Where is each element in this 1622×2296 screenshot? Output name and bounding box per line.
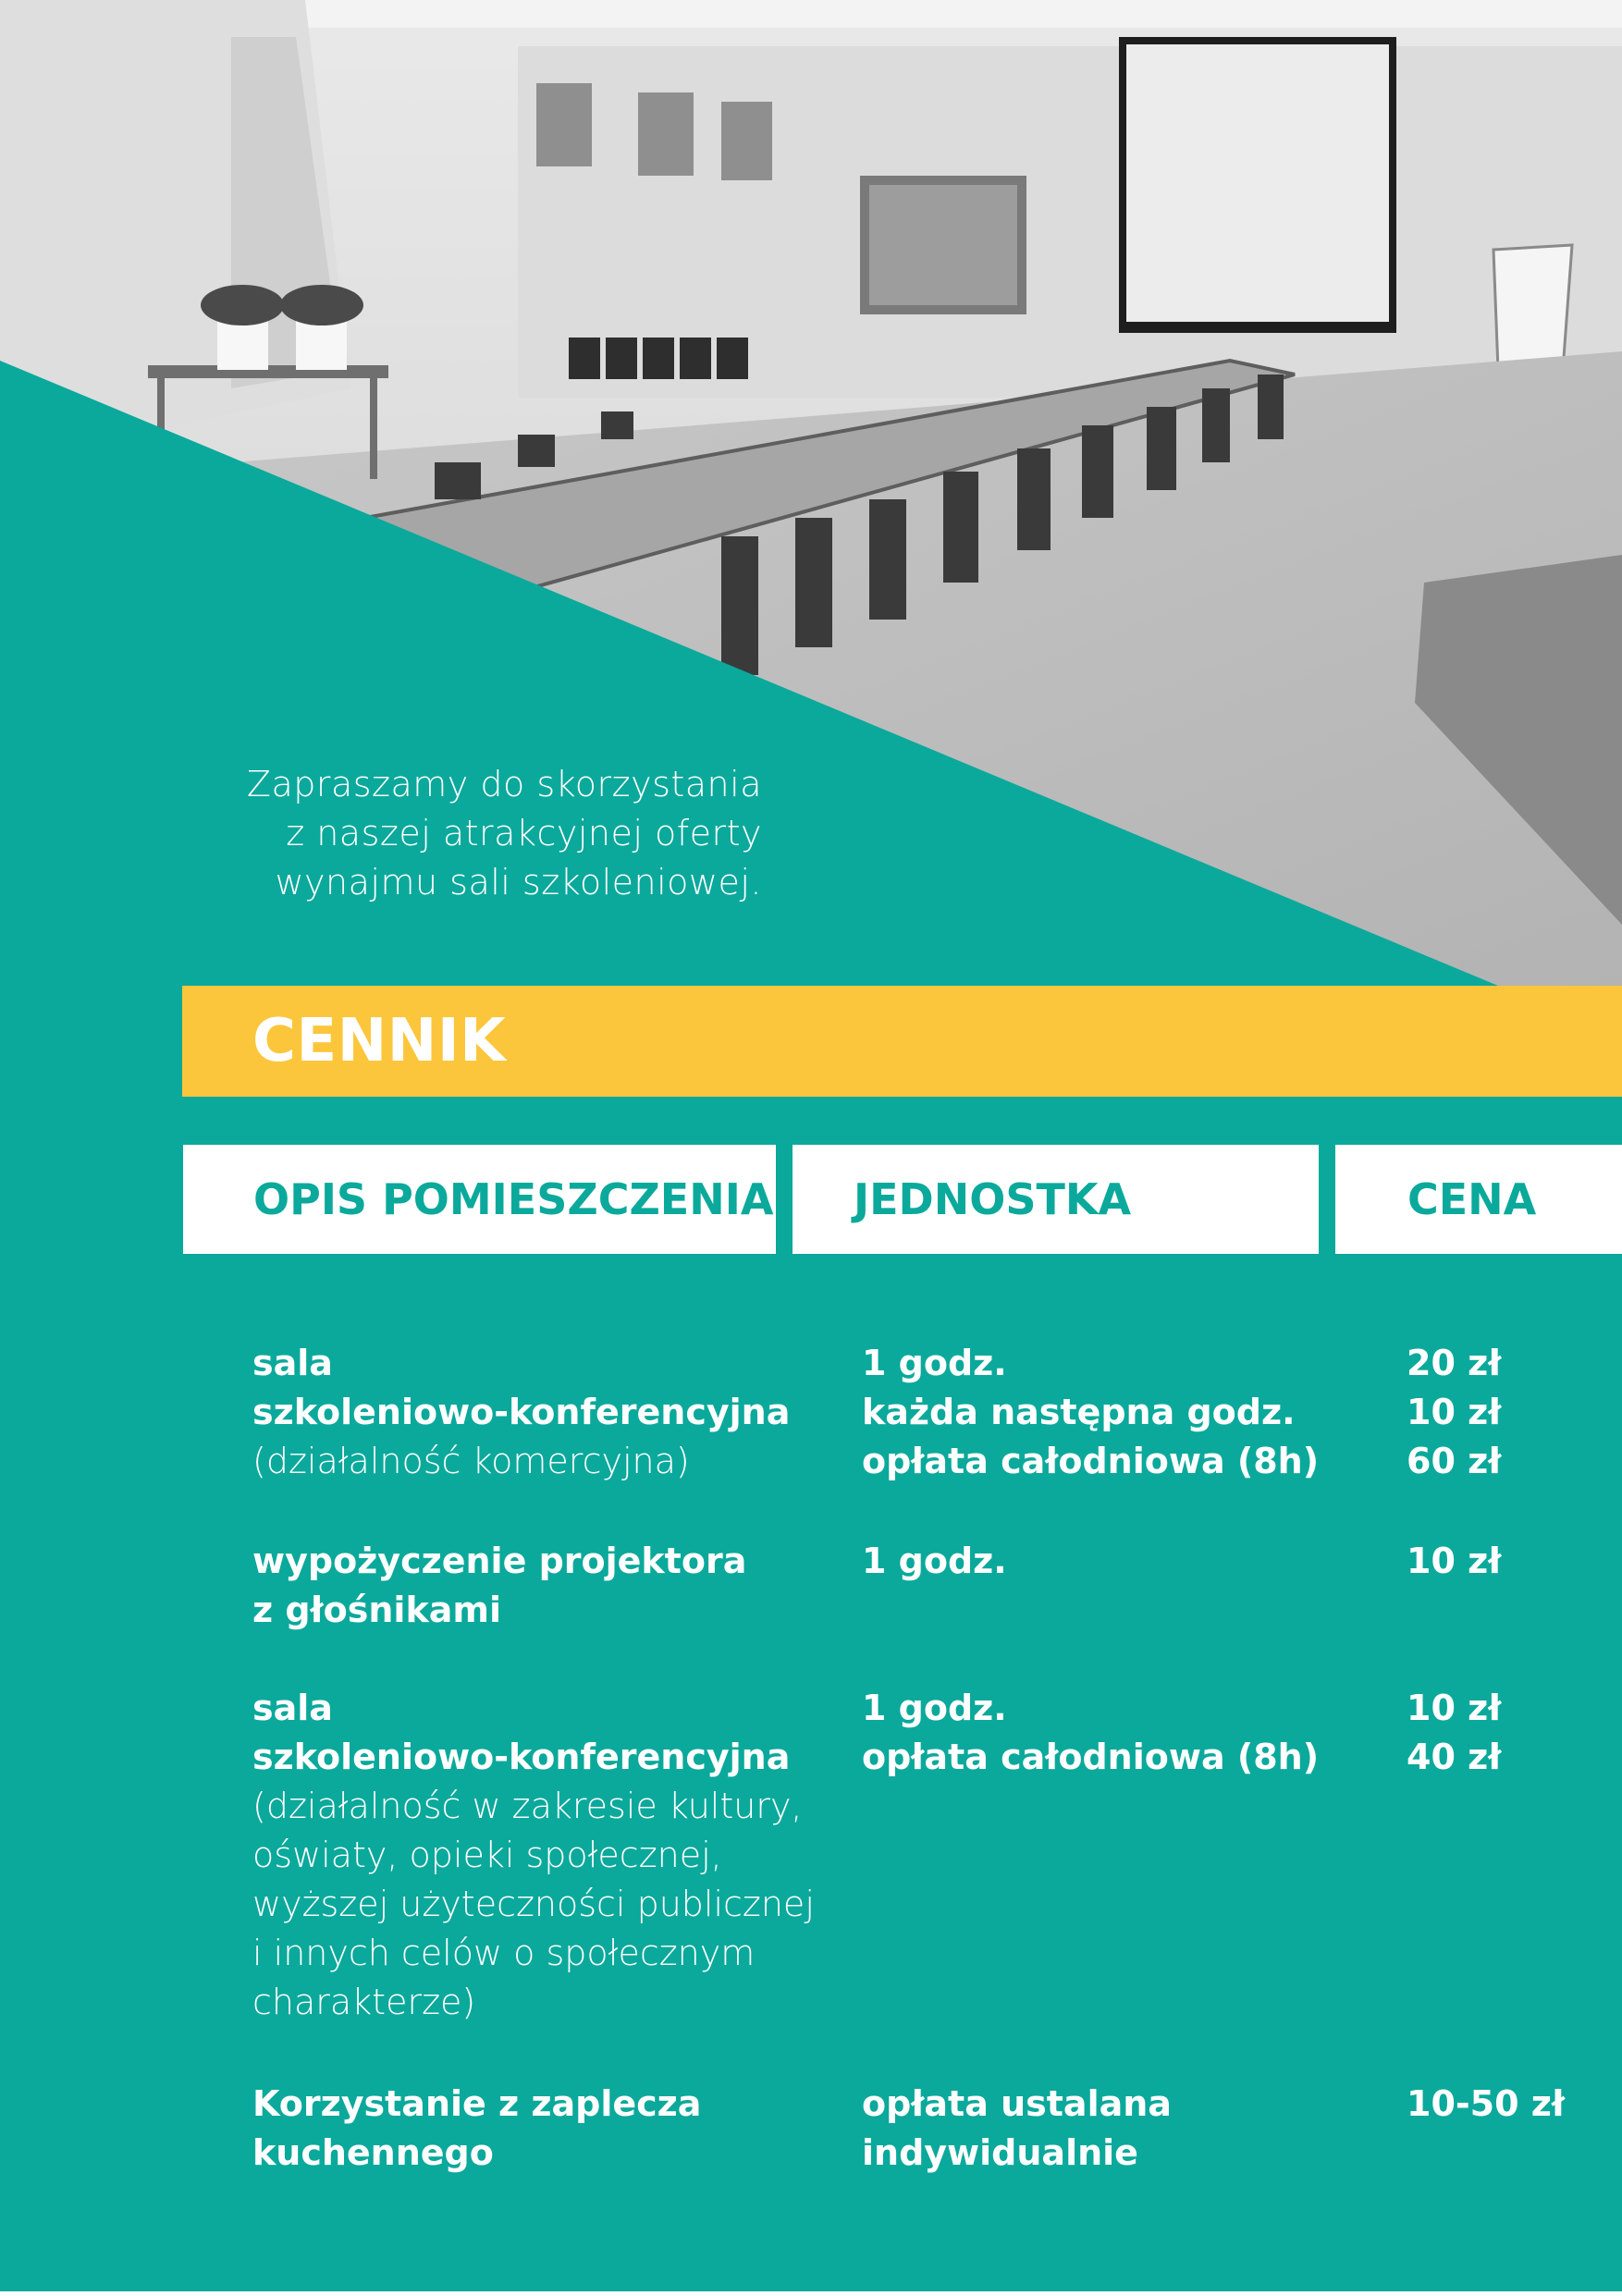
intro-text [189,760,762,907]
unit-line: indywidualnie [862,2132,1138,2173]
description-bold-line: wypożyczenie projektora [252,1541,747,1581]
intro-line: z naszej atrakcyjnej oferty [286,813,762,853]
description-bold-line: Korzystanie z zaplecza [252,2083,702,2124]
price-value: 10 zł [1407,1541,1502,1581]
price-list-title: CENNIK [252,1007,507,1075]
description-note-line: charakterze) [252,1982,476,2022]
description-bold-line: kuchennego [252,2132,494,2173]
description-note-line: wyższej użyteczności publicznej [252,1884,815,1924]
row-price [1407,1339,1622,1486]
price-value: 10-50 zł [1407,2083,1565,2124]
price-list-title-bar [182,986,1622,1097]
intro-line: wynajmu sali szkoleniowej. [275,862,762,902]
header-unit: JEDNOSTKA [793,1145,1319,1254]
row-unit [862,1537,1343,1586]
row-unit [862,2080,1343,2178]
price-value: 20 zł [1407,1343,1502,1383]
description-note-line: (działalność w zakresie kultury, [252,1786,803,1826]
row-price [1407,2080,1622,2129]
bottom-border [0,2291,1622,2296]
price-value: 60 zł [1407,1441,1502,1481]
row-price [1407,1684,1622,1782]
unit-line: każda następna godz. [862,1392,1296,1432]
description-bold-line: z głośnikami [252,1590,501,1630]
description-bold-line: szkoleniowo-konferencyjna [252,1392,791,1432]
row-unit [862,1339,1343,1486]
unit-line: 1 godz. [862,1541,1007,1581]
row-unit [862,1684,1343,1782]
header-price: CENA [1335,1145,1622,1254]
description-bold-line: sala [252,1688,333,1728]
price-value: 10 zł [1407,1688,1502,1728]
row-description [252,1684,817,2027]
description-bold-line: sala [252,1343,333,1383]
row-description [252,1339,817,1486]
row-description [252,1537,817,1635]
unit-line: 1 godz. [862,1688,1007,1728]
row-description [252,2080,817,2178]
unit-line: 1 godz. [862,1343,1007,1383]
description-note-line: oświaty, opieki społecznej, [252,1835,722,1875]
price-value: 40 zł [1407,1737,1502,1777]
intro-line: Zapraszamy do skorzystania [246,764,762,804]
description-note-line: (działalność komercyjna) [252,1441,690,1481]
price-value: 10 zł [1407,1392,1502,1432]
description-note-line: i innych celów o społecznym [252,1933,756,1973]
unit-line: opłata całodniowa (8h) [862,1737,1320,1777]
row-price [1407,1537,1622,1586]
header-description: OPIS POMIESZCZENIA [183,1145,776,1254]
unit-line: opłata ustalana [862,2083,1172,2124]
unit-line: opłata całodniowa (8h) [862,1441,1320,1481]
description-bold-line: szkoleniowo-konferencyjna [252,1737,791,1777]
